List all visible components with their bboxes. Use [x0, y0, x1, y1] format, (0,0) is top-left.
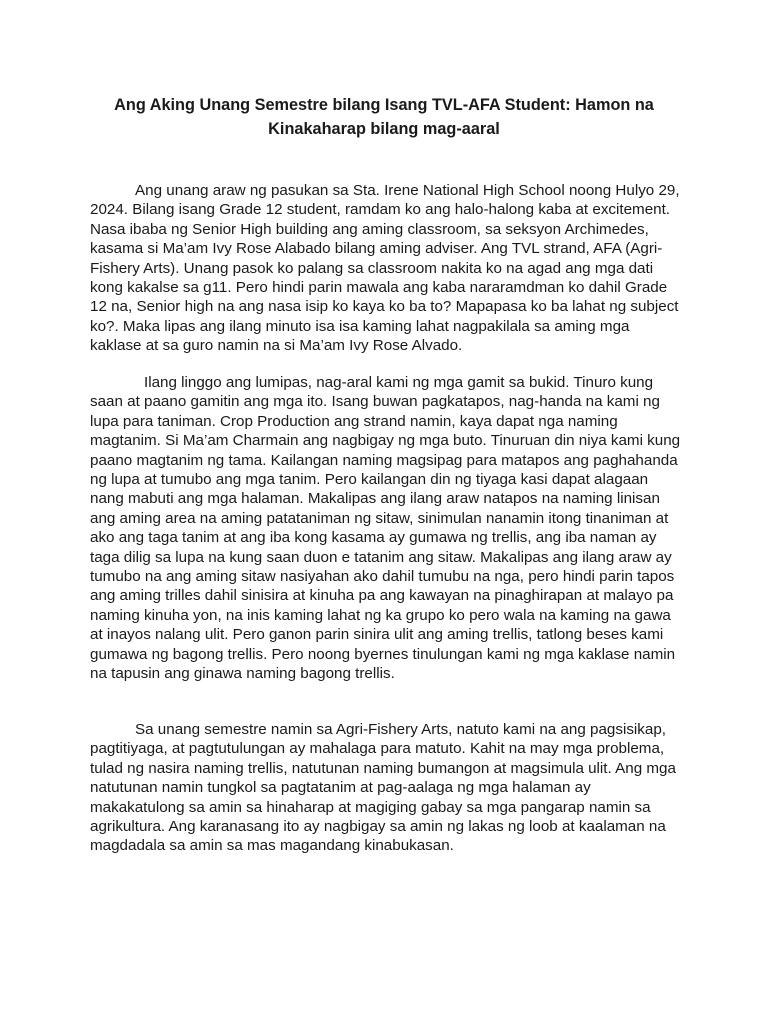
- paragraph-conclusion: [90, 720, 690, 856]
- paragraph-line: kasama si Ma’am Ivy Rose Alabado bilang aming adviser. Ang TVL strand, AFA (Agri-: [90, 240, 663, 258]
- paragraph-line: ang aming trilles dahil sinisira at kinuha pa ang kawayan na pinaghirapan at malayo pa: [90, 587, 674, 605]
- paragraph-line: natutunan namin tungkol sa pagtatanim at pag-aalaga ng mga halaman ay: [90, 779, 591, 797]
- paragraph-line: magdadala sa amin sa mas magandang kinabukasan.: [90, 837, 454, 855]
- paragraph-line: gumawa ng bagong trellis. Pero noong byernes tinulungan kami ng mga kaklase namin: [90, 645, 676, 663]
- paragraph-line: Nasa ibaba ng Senior High building ang aming classroom, sa seksyon Archimedes,: [90, 220, 649, 238]
- paragraph-line: ang aming area na aming patataniman ng sitaw, sinimulan nanamin itong tinaniman at: [90, 509, 669, 527]
- paragraph-line: pagtitiyaga, at pagtutulungan ay mahalaga para matuto. Kahit na may mga problema,: [90, 740, 665, 758]
- title-line: Kinakaharap bilang mag-aaral: [268, 120, 500, 138]
- paragraph-line: kong kakalse sa g11. Pero hindi parin mawala ang kaba nararamdman ko dahil Grade: [90, 279, 668, 297]
- paragraph-planting: [90, 373, 690, 684]
- paragraph-line: at inayos nalang ulit. Pero ganon parin sinira ulit ang aming trellis, tatlong beses kami: [90, 626, 664, 644]
- paragraph-line: agrikultura. Ang karanasang ito ay nagbigay sa amin ng lakas ng loob at kaalaman na: [90, 818, 666, 836]
- paragraph-line: nang mabuti ang mga halaman. Makalipas ang ilang araw natapos na naming linisan: [90, 490, 660, 508]
- paragraph-line: ako ang taga tanim at ang iba kong kasama ay gumawa ng trellis, ang iba naman ay: [90, 529, 657, 547]
- paragraph-line: tumubo na ang aming sitaw nasiyahan ako dahil tumubu na nga, pero hindi parin tapos: [90, 568, 675, 586]
- paragraph-line: 2024. Bilang isang Grade 12 student, ramdam ko ang halo-halong kaba at excitement.: [90, 201, 671, 219]
- paragraph-line: paano magtanim ng tama. Kailangan naming magsipag para matapos ang paghahanda: [90, 451, 678, 469]
- paragraph-line: 12 na, Senior high na ang nasa isip ko kaya ko ba to? Mapapasa ko ba lahat ng subject: [90, 298, 679, 316]
- paragraph-line: Ilang linggo ang lumipas, nag-aral kami ng mga gamit sa bukid. Tinuro kung: [144, 374, 654, 391]
- paragraph-line: makakatulong sa amin sa hinaharap at magiging gabay sa mga pangarap namin sa: [90, 798, 651, 816]
- paragraph-line: Ang unang araw ng pasukan sa Sta. Irene National High School noong Hulyo 29,: [135, 182, 680, 199]
- title-line: Ang Aking Unang Semestre bilang Isang TVL-AFA Student: Hamon na: [114, 96, 654, 114]
- paragraph-line: saan at paano gamitin ang mga ito. Isang buwan pagkatapos, nag-handa na kami ng: [90, 393, 660, 411]
- paragraph-line: lupa para taniman. Crop Production ang strand namin, kaya dapat nga naming: [90, 412, 618, 430]
- paragraph-line: ng lupa at tumubo ang mga tanim. Pero kailangan din ng tiyaga kasi dapat alagaan: [90, 471, 649, 489]
- paragraph-line: na tapusin ang ginawa naming bagong trellis.: [90, 665, 395, 683]
- paragraph-line: naming kinuha yon, na inis kaming lahat ng ka grupo ko pero wala na kaming na gawa: [90, 606, 671, 624]
- paragraph-line: magtanim. Si Ma’am Charmain ang nagbigay ng mga buto. Tinuruan din niya kami kung: [90, 432, 681, 450]
- paragraph-line: taga dilig sa lupa na kung saan duon e tatanim ang sitaw. Makalipas ang ilang araw ay: [90, 548, 672, 566]
- paragraph-first-day: [90, 181, 690, 356]
- paragraph-line: kaklase at sa guro namin na si Ma’am Ivy Rose Alvado.: [90, 337, 463, 355]
- paragraph-line: tulad ng nasira naming trellis, natutunan naming bumangon at magsimula ulit. Ang mga: [90, 759, 676, 777]
- paragraph-line: ko?. Maka lipas ang ilang minuto isa isa kaming lahat nagpakilala sa aming mga: [90, 317, 630, 335]
- document-title: [70, 93, 698, 141]
- paragraph-line: Fishery Arts). Unang pasok ko palang sa classroom nakita ko na agad ang mga dati: [90, 259, 654, 277]
- paragraph-line: Sa unang semestre namin sa Agri-Fishery Arts, natuto kami na ang pagsisikap,: [135, 721, 666, 738]
